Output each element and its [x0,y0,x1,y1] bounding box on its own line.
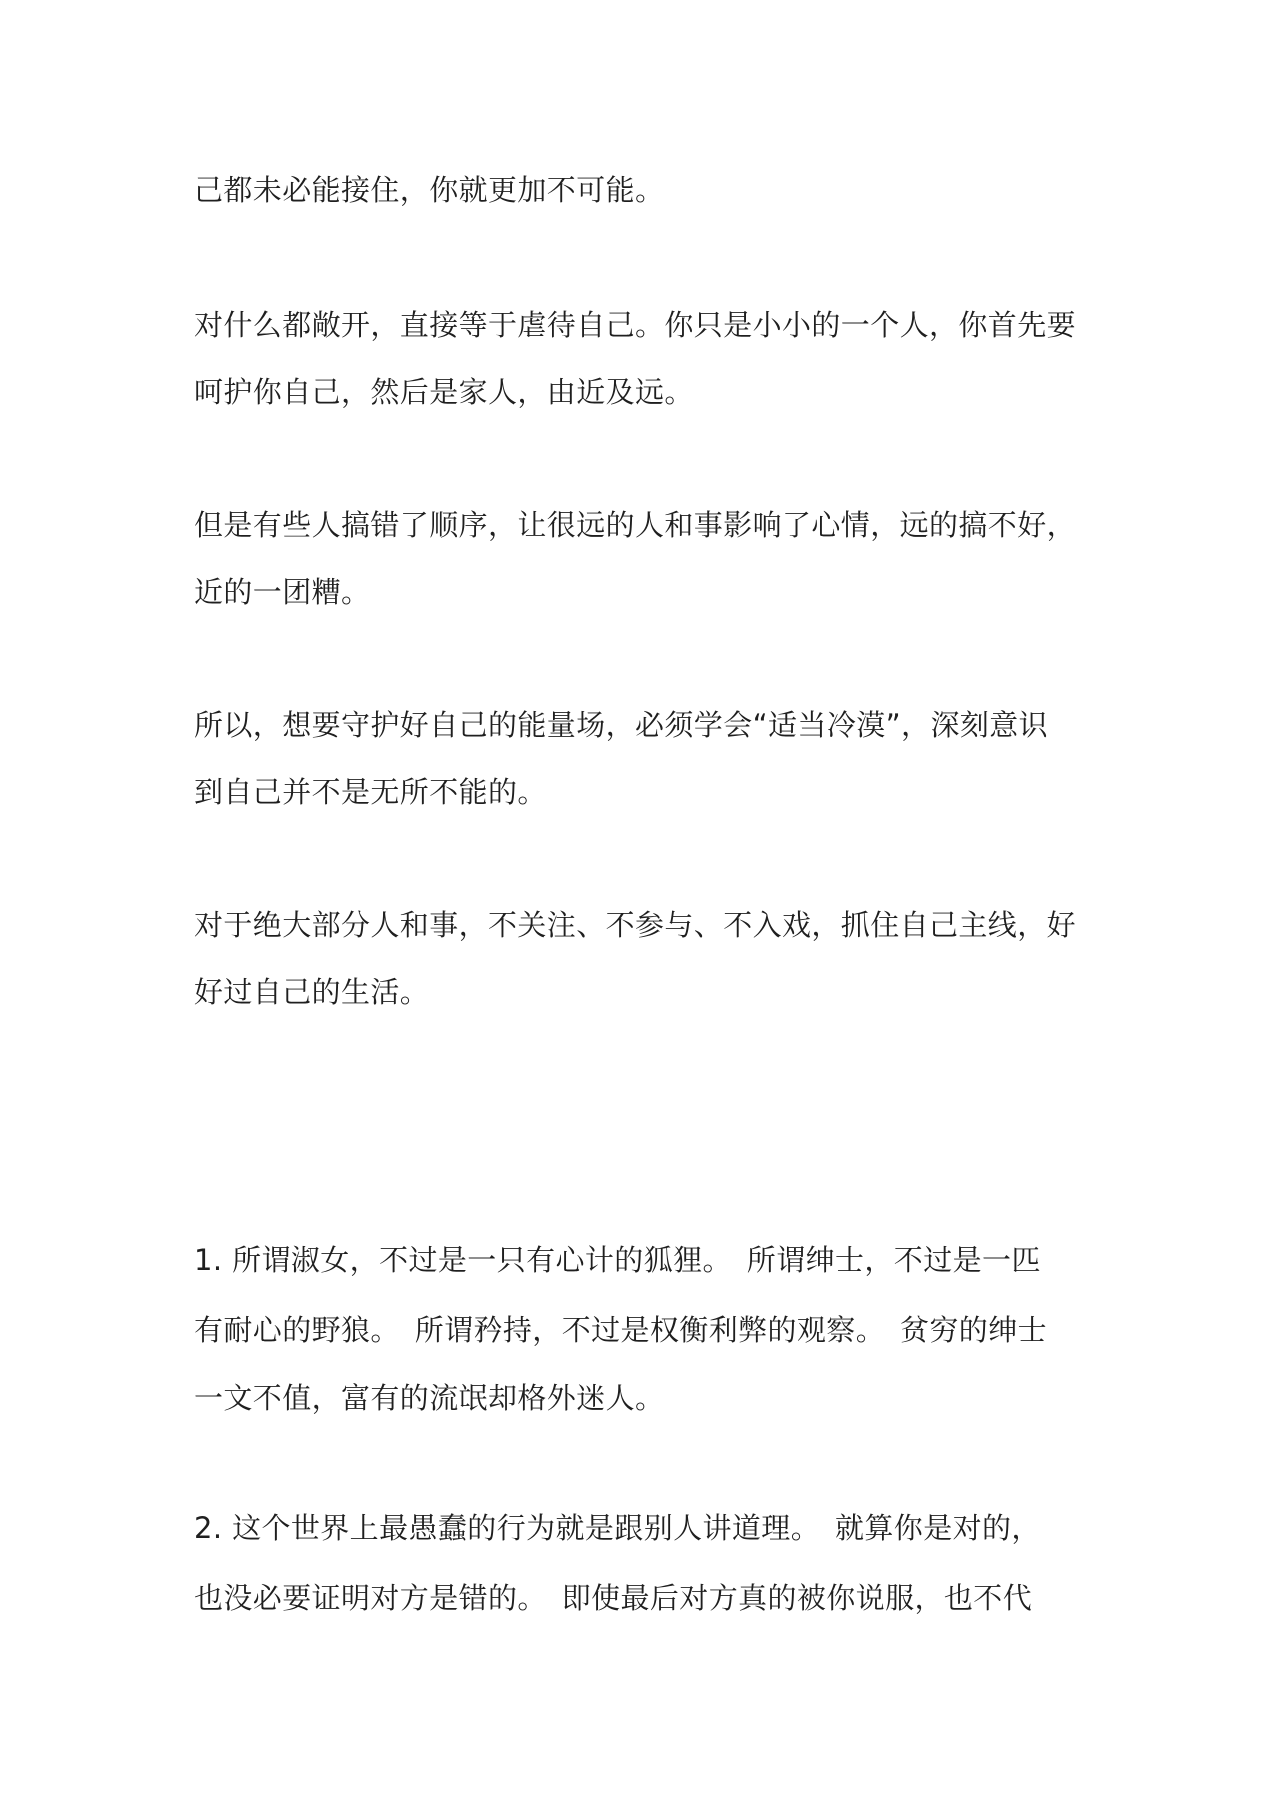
paragraph-4-line-1: 所以，想要守护好自己的能量场，必须学会“适当冷漠”，深刻意识 [194,708,1049,742]
list-item-2-line-1: 2. 这个世界上最愚蠢的行为就是跟别人讲道理。 就算你是对的， [194,1511,1041,1545]
paragraph-5-line-2: 好过自己的生活。 [194,975,430,1009]
paragraph-2-line-2: 呵护你自己，然后是家人，由近及远。 [194,375,694,409]
paragraph-1-line-1: 己都未必能接住，你就更加不可能。 [194,173,665,207]
paragraph-3-line-2: 近的一团糟。 [194,575,371,609]
list-item-1-line-1: 1. 所谓淑女，不过是一只有心计的狐狸。 所谓绅士，不过是一匹 [194,1243,1041,1277]
list-item-2-line-2: 也没必要证明对方是错的。 即使最后对方真的被你说服，也不代 [194,1581,1033,1615]
paragraph-3-line-1: 但是有些人搞错了顺序，让很远的人和事影响了心情，远的搞不好， [194,508,1077,542]
paragraph-4-line-2: 到自己并不是无所不能的。 [194,775,547,809]
list-item-1-line-2: 有耐心的野狼。 所谓矜持，不过是权衡利弊的观察。 贫穷的绅士 [194,1313,1048,1347]
paragraph-5-line-1: 对于绝大部分人和事，不关注、不参与、不入戏，抓住自己主线，好 [194,908,1077,942]
list-item-1-line-3: 一文不值，富有的流氓却格外迷人。 [194,1381,665,1415]
paragraph-2-line-1: 对什么都敞开，直接等于虐待自己。你只是小小的一个人，你首先要 [194,308,1077,342]
